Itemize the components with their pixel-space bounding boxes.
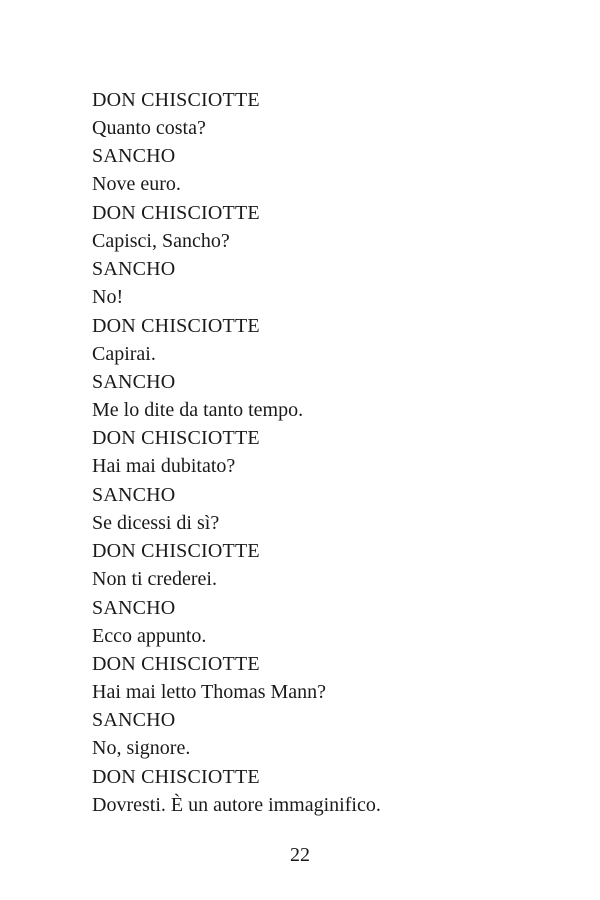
dialogue-exchange [92,312,552,368]
dialogue-exchange [92,706,552,762]
speaker-name: SANCHO [92,483,176,506]
speaker-name: DON CHISCIOTTE [92,314,260,337]
dialogue-line: Ecco appunto. [92,624,207,647]
dialogue-line: Hai mai dubitato? [92,455,236,478]
dialogue-line: Nove euro. [92,173,181,196]
dialogue-exchange [92,86,552,142]
dialogue-exchange [92,424,552,480]
speaker-name: SANCHO [92,709,176,732]
dialogue-exchange [92,368,552,424]
dialogue-exchange [92,537,552,593]
dialogue-exchange [92,255,552,311]
dialogue-line: Se dicessi di sì? [92,511,220,534]
dialogue-line: Non ti crederei. [92,568,217,591]
dialogue-block [92,86,552,819]
dialogue-line: Dovresti. È un autore immaginifico. [92,793,381,816]
dialogue-exchange [92,481,552,537]
dialogue-line: Quanto costa? [92,117,206,139]
speaker-name: DON CHISCIOTTE [92,427,260,450]
speaker-name: SANCHO [92,258,176,281]
speaker-name: DON CHISCIOTTE [92,540,260,563]
speaker-name: DON CHISCIOTTE [92,201,260,224]
speaker-name: SANCHO [92,596,176,619]
dialogue-exchange [92,594,552,650]
dialogue-line: Me lo dite da tanto tempo. [92,398,304,421]
dialogue-exchange [92,763,552,819]
dialogue-exchange [92,199,552,255]
dialogue-exchange [92,142,552,198]
speaker-name: DON CHISCIOTTE [92,89,260,111]
dialogue-line: Capisci, Sancho? [92,229,230,252]
dialogue-line: Capirai. [92,342,156,365]
page-number: 22 [290,844,310,866]
speaker-name: SANCHO [92,370,176,393]
speaker-name: DON CHISCIOTTE [92,652,260,675]
dialogue-line: No, signore. [92,737,191,760]
speaker-name: DON CHISCIOTTE [92,765,260,788]
speaker-name: SANCHO [92,145,176,168]
dialogue-line: No! [92,286,124,309]
dialogue-exchange [92,650,552,706]
dialogue-line: Hai mai letto Thomas Mann? [92,680,327,703]
